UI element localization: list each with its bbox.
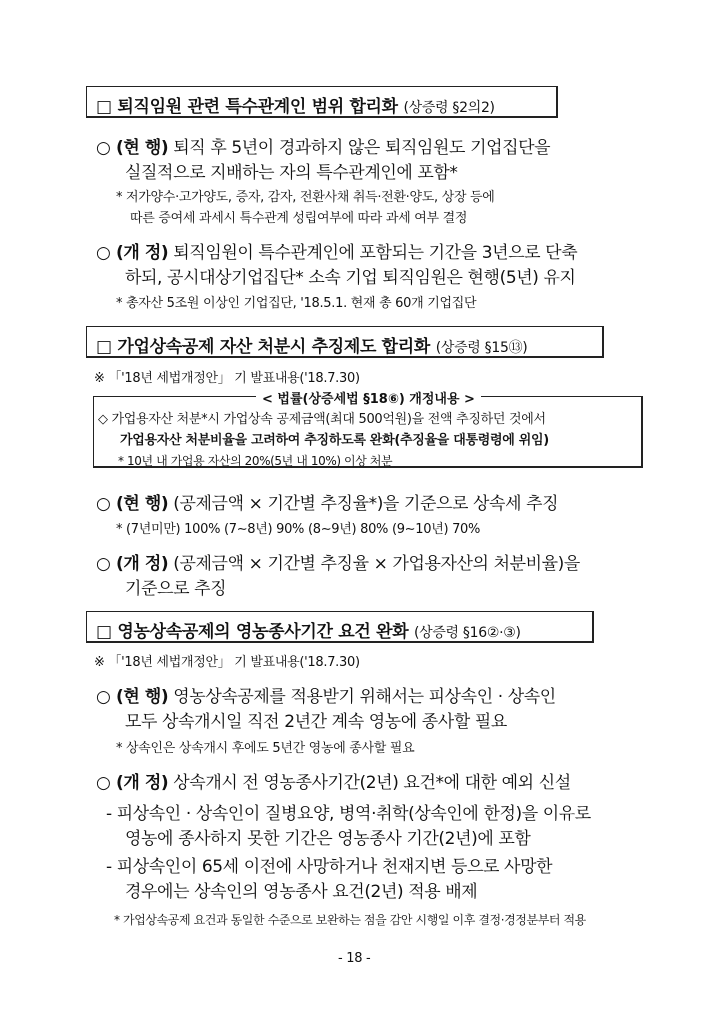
- section2-box-line1: ◇ 가업용자산 처분*시 가업상속 공제금액(최대 500억원)을 전액 추징하던 것에서: [98, 412, 546, 427]
- section3-current-label: ○ (현 행): [96, 687, 169, 707]
- section3-dash2-line2: 경우에는 상속인의 영농종사 요건(2년) 적용 배제: [125, 882, 478, 902]
- section2-revised-line1: (공제금액 × 기간별 추징율 × 가업용자산의 처분비율)을: [173, 554, 580, 574]
- section2-revised-label: ○ (개 정): [96, 554, 169, 574]
- section1-current: [96, 133, 550, 158]
- section1-revised-label: ○ (개 정): [96, 243, 169, 263]
- section3-dash1-line2: 영농에 종사하지 못한 기간은 영농종사 기간(2년)에 포함: [125, 829, 531, 849]
- section1-note1-line2: 따른 증여세 과세시 특수관계 성립여부에 따라 과세 여부 결정: [130, 211, 468, 226]
- section3-dash2-line1: - 피상속인이 65세 이전에 사망하거나 천재지변 등으로 사망한: [106, 857, 553, 877]
- section2-current-label: ○ (현 행): [96, 494, 169, 514]
- section1-ref: (상증령 §2의2): [403, 100, 495, 116]
- section2-revised-line2: 기준으로 추징: [125, 579, 227, 599]
- section2-box-title: < 법률(상증세법 §18⑥) 개정내용 >: [256, 388, 481, 407]
- section3-current-note: * 상속인은 상속개시 후에도 5년간 영농에 종사할 필요: [116, 741, 415, 756]
- section3-revised-label: ○ (개 정): [96, 773, 169, 793]
- section2-box-note: * 10년 내 가업용 자산의 20%(5년 내 10%) 이상 처분: [118, 454, 393, 468]
- section1-note2: * 총자산 5조원 이상인 기업집단, '18.5.1. 현재 총 60개 기업집단: [116, 296, 477, 311]
- section2-title: □ 가업상속공제 자산 처분시 추징제도 합리화: [96, 337, 431, 357]
- section1-current-line2: 실질적으로 지배하는 자의 특수관계인에 포함*: [125, 163, 458, 183]
- page-number: - 18 -: [338, 951, 371, 966]
- section2-current-note: * (7년미만) 100% (7∼8년) 90% (8∼9년) 80% (9∼10년) 70%: [116, 522, 481, 537]
- section3-title: □ 영농상속공제의 영농종사기간 요건 완화: [96, 622, 409, 642]
- section3-current-line1: 영농상속공제를 적용받기 위해서는 피상속인 · 상속인: [173, 687, 556, 707]
- section2-ref: (상증령 §15⑬): [435, 340, 528, 356]
- section3-current-line2: 모두 상속개시일 직전 2년간 계속 영농에 종사할 필요: [125, 712, 507, 732]
- section1-revised: [96, 238, 577, 263]
- section1-header: [96, 92, 495, 117]
- section2-header: [96, 332, 527, 357]
- section3-ref: (상증령 §16②·③): [413, 625, 521, 641]
- section2-box-line2: 가업용자산 처분비율을 고려하여 추징하도록 완화(추징율을 대통령령에 위임): [120, 433, 549, 448]
- section1-note1-line1: * 저가양수·고가양도, 증자, 감자, 전환사채 취득·전환·양도, 상장 등에: [116, 190, 495, 205]
- section3-header: [96, 617, 521, 642]
- section3-final-note: * 가업상속공제 요건과 동일한 수준으로 보완하는 점을 감안 시행일 이후 결정·경정분부터 적용: [114, 913, 586, 927]
- section1-current-line1: 퇴직 후 5년이 경과하지 않은 퇴직임원도 기업집단을: [173, 138, 551, 158]
- section1-revised-line2: 하되, 공시대상기업집단* 소속 기업 퇴직임원은 현행(5년) 유지: [125, 268, 576, 288]
- section1-title: □ 퇴직임원 관련 특수관계인 범위 합리화: [96, 97, 398, 117]
- section2-current: [96, 489, 558, 514]
- section1-current-label: ○ (현 행): [96, 138, 169, 158]
- section3-revised: [96, 768, 571, 793]
- section3-ref-note: ※ 「'18년 세법개정안」 기 발표내용('18.7.30): [94, 655, 360, 670]
- section2-current-text: (공제금액 × 기간별 추징율*)을 기준으로 상속세 추징: [173, 494, 559, 514]
- section3-current: [96, 682, 556, 707]
- section2-revised: [96, 549, 580, 574]
- section2-ref-note: ※ 「'18년 세법개정안」 기 발표내용('18.7.30): [94, 371, 360, 386]
- section3-dash1-line1: - 피상속인 · 상속인이 질병요양, 병역·취학(상속인에 한정)을 이유로: [106, 804, 591, 824]
- section3-revised-text: 상속개시 전 영농종사기간(2년) 요건*에 대한 예외 신설: [173, 773, 571, 793]
- section1-revised-line1: 퇴직임원이 특수관계인에 포함되는 기간을 3년으로 단축: [173, 243, 578, 263]
